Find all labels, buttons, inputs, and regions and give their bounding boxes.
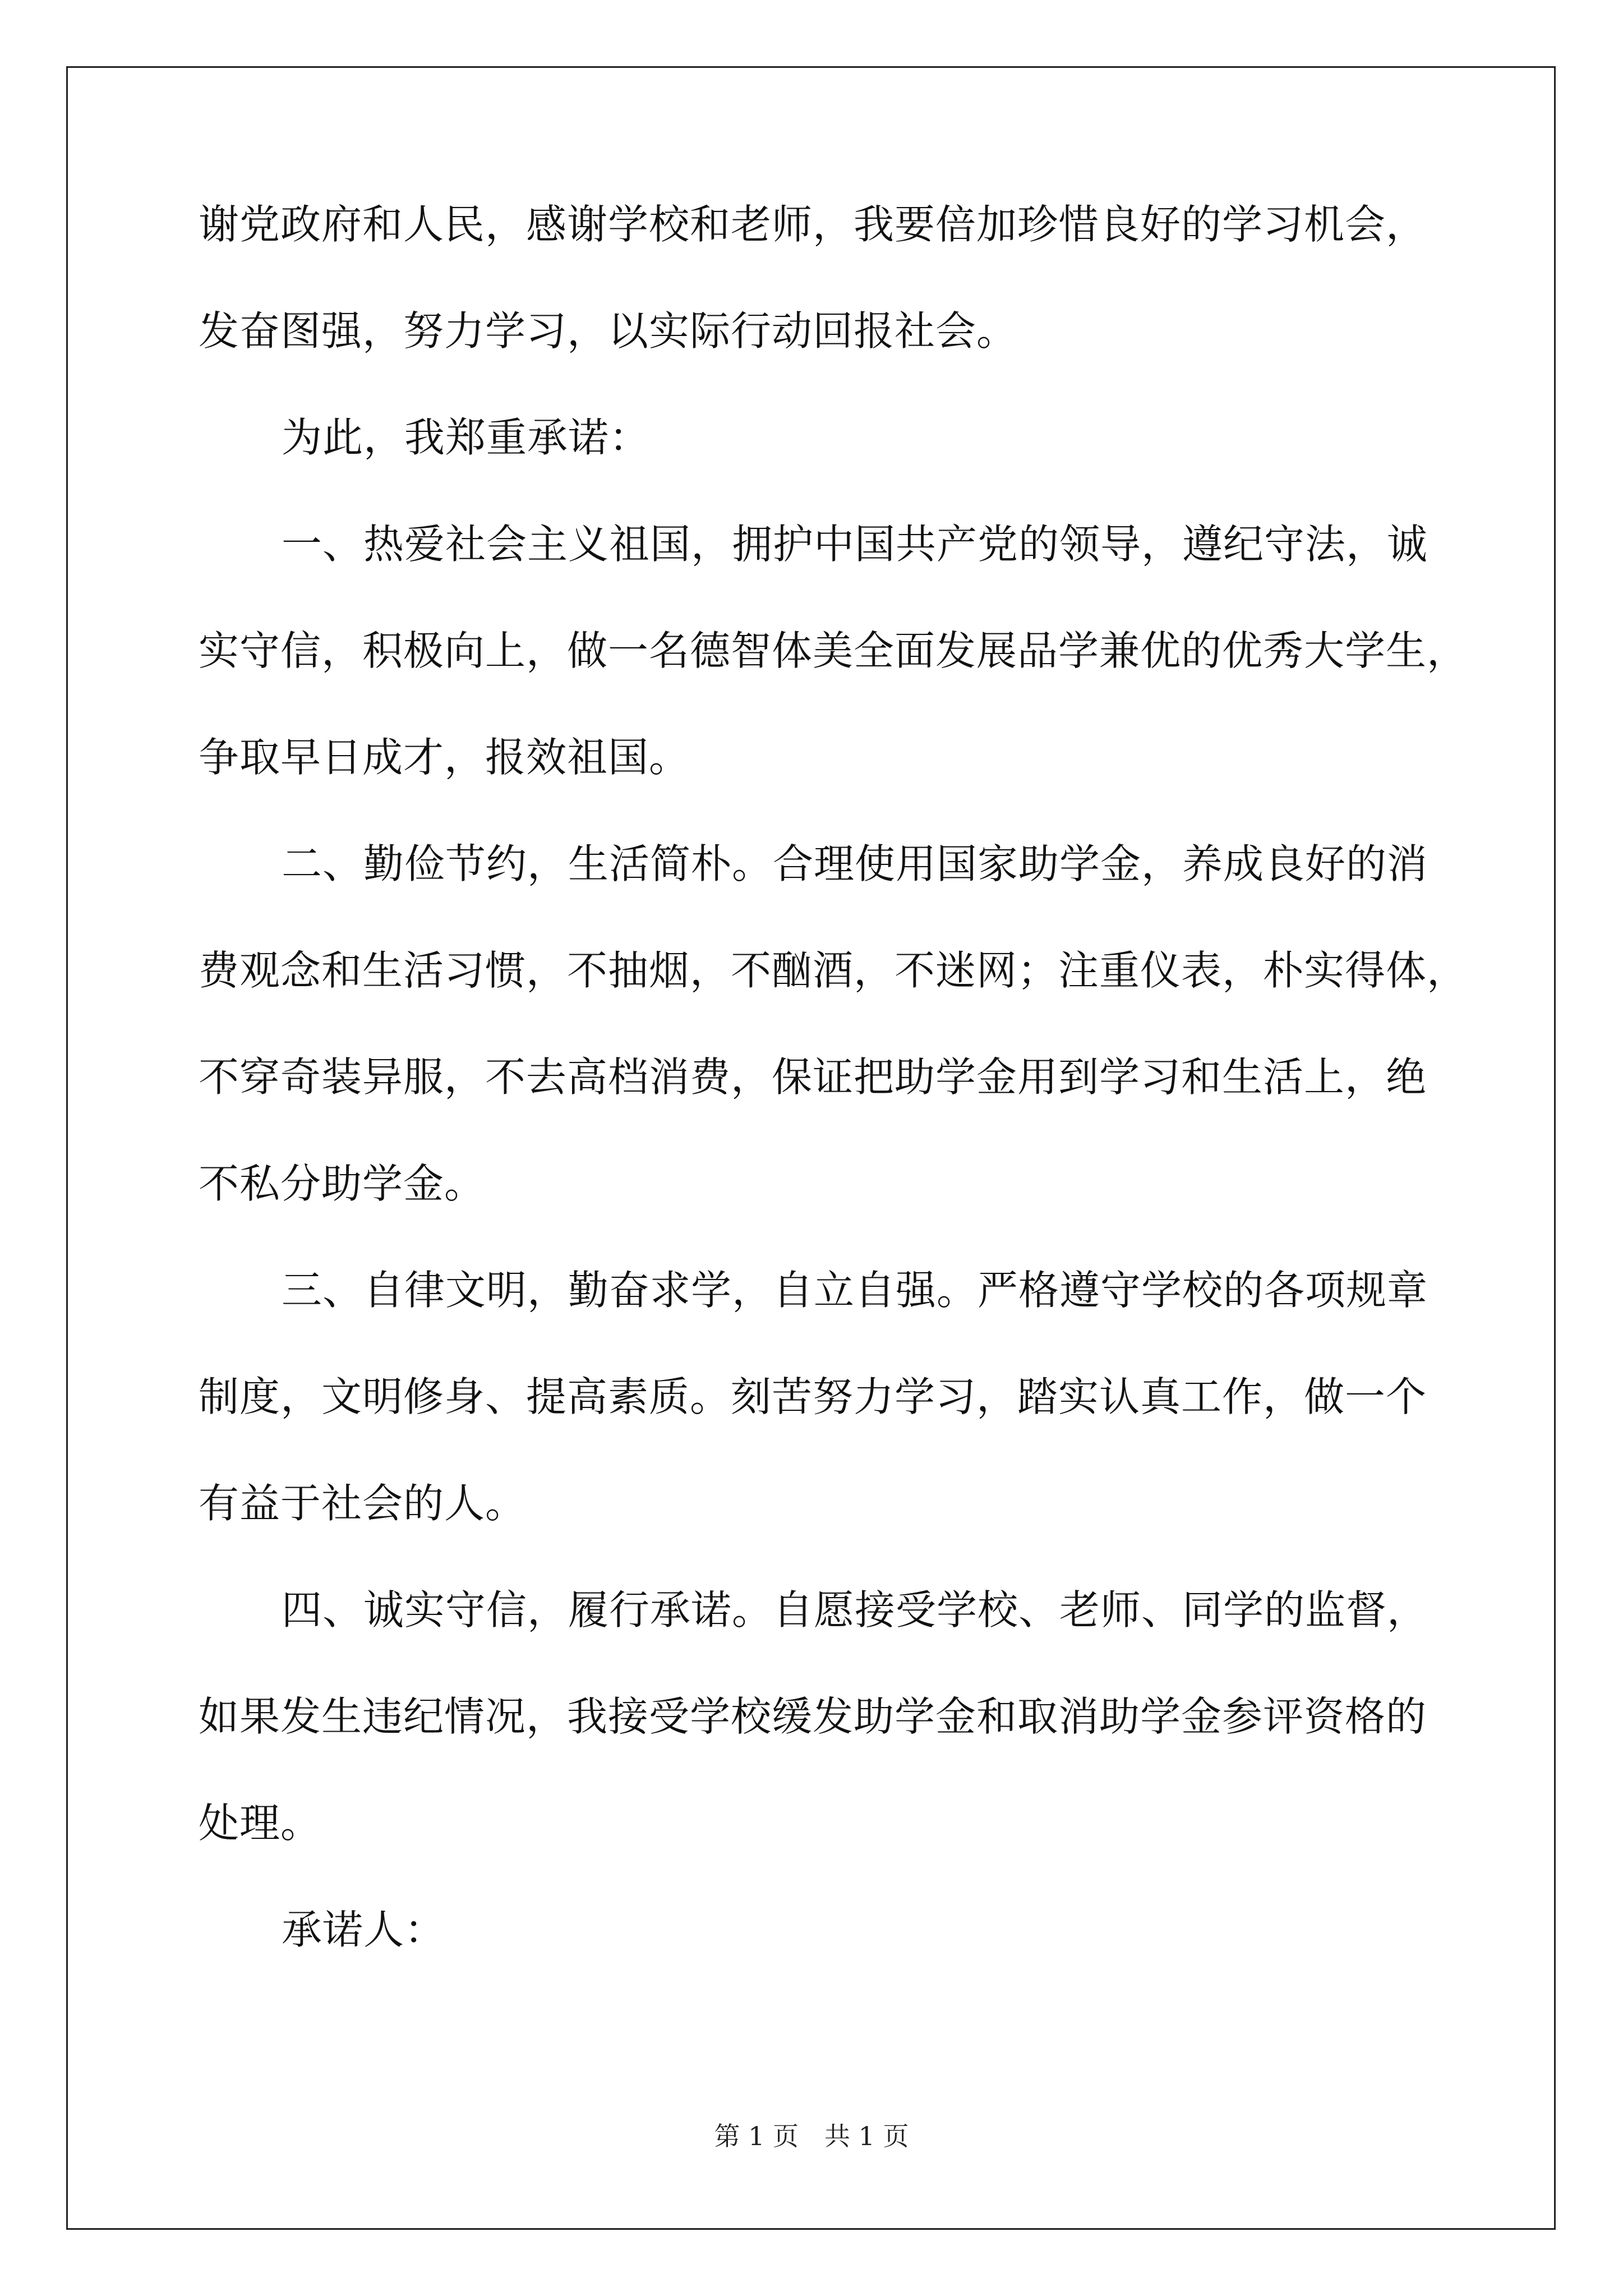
text-line: 费观念和生活习惯，不抽烟，不酗酒，不迷网；注重仪表，朴实得体， (199, 947, 1468, 994)
text-line: 二、勤俭节约，生活简朴。合理使用国家助学金，养成良好的消 (282, 840, 1428, 887)
text-line: 如果发生违纪情况，我接受学校缓发助学金和取消助学金参评资格的 (199, 1693, 1427, 1740)
text-line: 发奋图强，努力学习，以实际行动回报社会。 (199, 307, 1018, 355)
text-line: 争取早日成才，报效祖国。 (199, 734, 690, 781)
text-line: 不穿奇装异服，不去高档消费，保证把助学金用到学习和生活上，绝 (199, 1053, 1427, 1101)
page-number-footer: 第 1 页 共 1 页 (714, 2121, 909, 2151)
text-line: 处理。 (199, 1800, 322, 1847)
text-line: 不私分助学金。 (199, 1160, 486, 1207)
text-line: 有益于社会的人。 (199, 1480, 527, 1527)
text-line: 实守信，积极向上，做一名德智体美全面发展品学兼优的优秀大学生， (199, 627, 1468, 674)
document-body (199, 201, 1468, 1953)
text-line: 谢党政府和人民，感谢学校和老师，我要倍加珍惜良好的学习机会， (199, 201, 1427, 248)
text-line: 一、热爱社会主义祖国，拥护中国共产党的领导，遵纪守法，诚 (282, 521, 1428, 568)
text-line: 为此，我郑重承诺： (282, 414, 651, 461)
text-line: 四、诚实守信，履行承诺。自愿接受学校、老师、同学的监督， (282, 1586, 1428, 1634)
text-line: 三、自律文明，勤奋求学，自立自强。严格遵守学校的各项规章 (282, 1267, 1428, 1314)
text-line: 承诺人： (282, 1906, 446, 1953)
text-line: 制度，文明修身、提高素质。刻苦努力学习，踏实认真工作，做一个 (199, 1373, 1427, 1420)
